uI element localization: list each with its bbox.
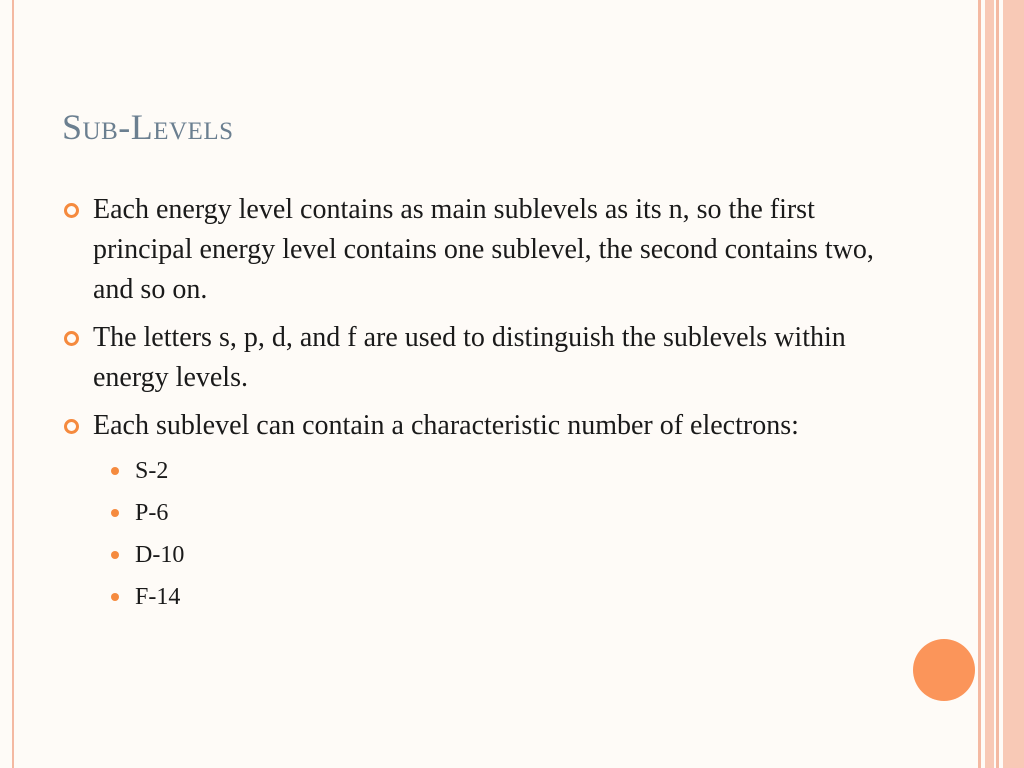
right-decorative-stripe <box>996 0 999 768</box>
dot-bullet-icon <box>111 467 119 475</box>
bullet-item <box>62 406 882 618</box>
bullet-text: Each sublevel can contain a characteristic number of electrons: <box>93 410 799 441</box>
sub-bullet-text: D-10 <box>135 542 185 568</box>
bullet-item <box>62 318 882 398</box>
slide-title: Sub-Levels <box>62 107 234 147</box>
sub-bullet-text: F-14 <box>135 584 181 610</box>
left-border-line <box>12 0 14 768</box>
bullet-item <box>62 190 882 310</box>
bullet-list <box>62 190 882 626</box>
dot-bullet-icon <box>111 593 119 601</box>
bullet-text: The letters s, p, d, and f are used to distinguish the sublevels within energy levels. <box>93 322 846 393</box>
sub-bullet-list <box>93 450 882 618</box>
dot-bullet-icon <box>111 509 119 517</box>
ring-bullet-icon <box>64 203 79 218</box>
ring-bullet-icon <box>64 419 79 434</box>
sub-bullet-text: S-2 <box>135 458 169 484</box>
sub-bullet-item <box>93 534 882 576</box>
sub-bullet-text: P-6 <box>135 500 169 526</box>
dot-bullet-icon <box>111 551 119 559</box>
bullet-text: Each energy level contains as main sublevels as its n, so the first principal energy level contains one sublevel, the second contains two, and so on. <box>93 194 874 305</box>
ring-bullet-icon <box>64 331 79 346</box>
sub-bullet-item <box>93 576 882 618</box>
sub-bullet-item <box>93 492 882 534</box>
right-decorative-stripe <box>978 0 981 768</box>
right-decorative-stripe <box>985 0 994 768</box>
sub-bullet-item <box>93 450 882 492</box>
decorative-circle <box>913 639 975 701</box>
right-decorative-stripe <box>1003 0 1024 768</box>
